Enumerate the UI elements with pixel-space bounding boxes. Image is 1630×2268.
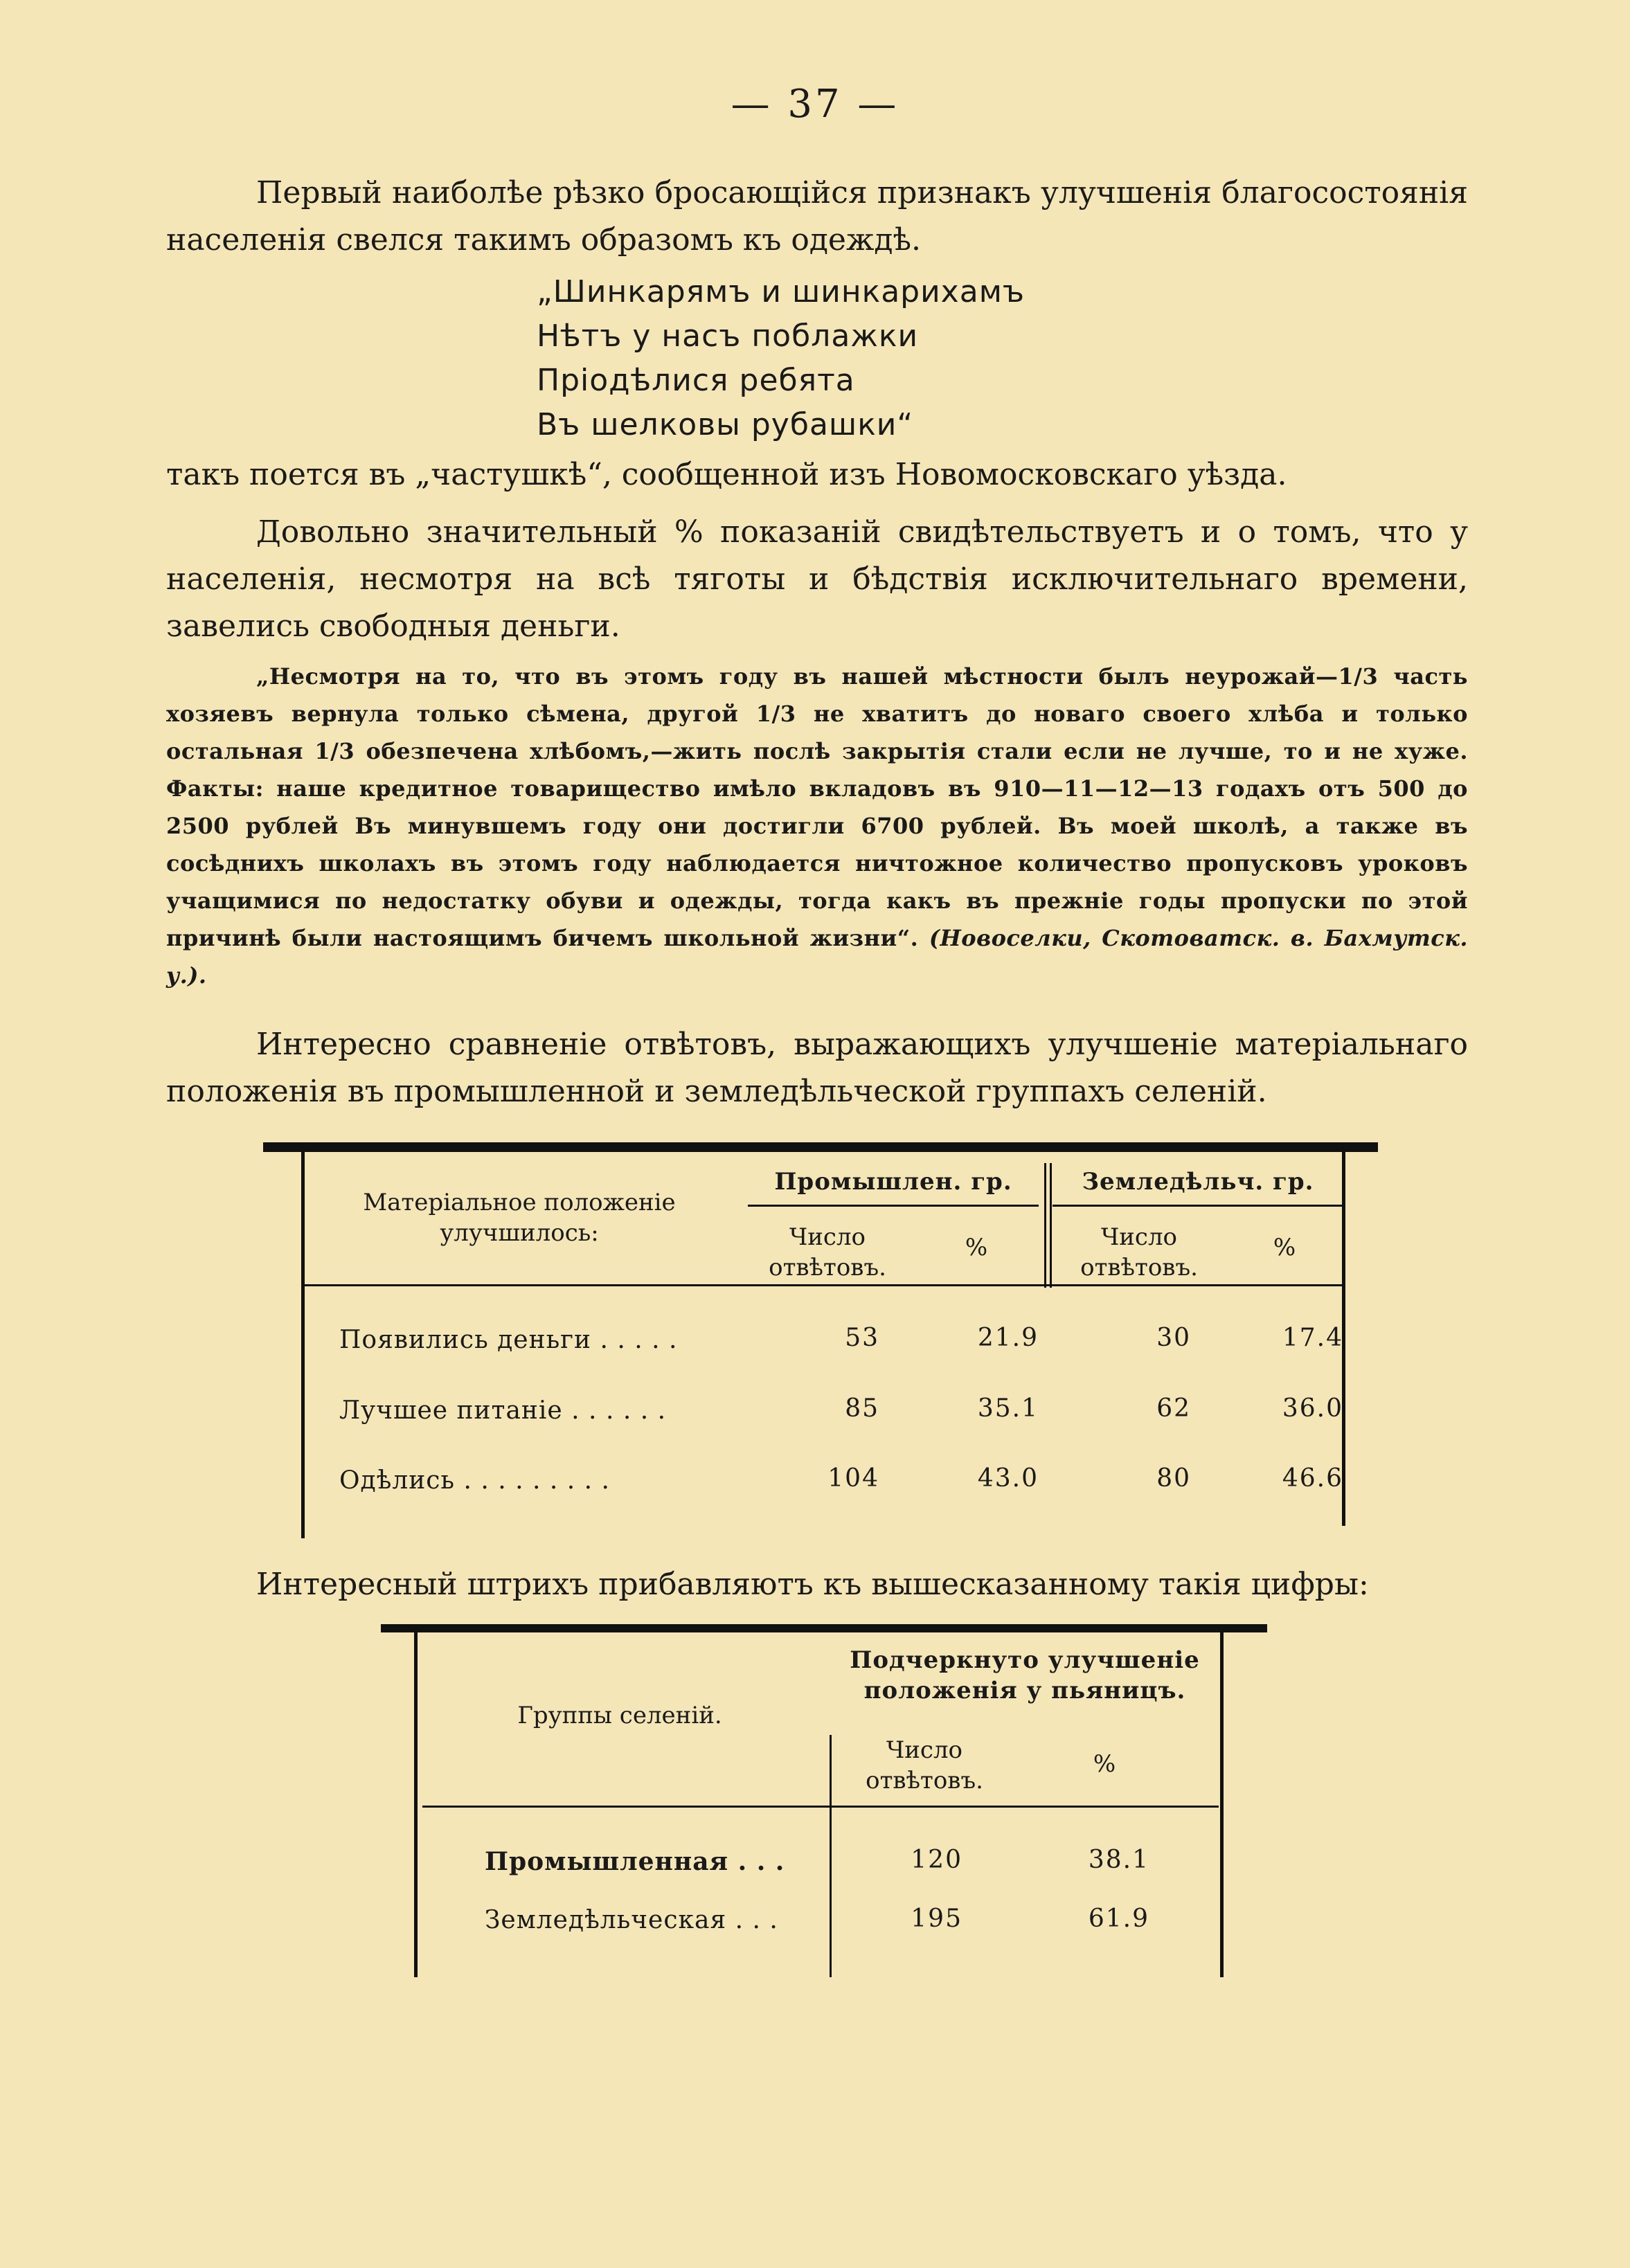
verse-line: „Шинкарямъ и шинкарихамъ [537,274,1025,309]
column-divider [1050,1163,1052,1288]
column-group-header: Подчеркнуто улучшеніе положенія у пьяницъ. [850,1646,1200,1704]
verse-line: Нѣтъ у насъ поблажки [537,318,919,354]
column-group-agricultural: Земледѣльч. гр. [1082,1168,1314,1196]
group-underline [748,1205,1039,1207]
header-rule [305,1284,1343,1286]
cell-count: 53 [845,1324,879,1352]
table-right-border [1220,1632,1224,1977]
column-header-count: Число отвѣтовъ. [1080,1223,1198,1281]
cell-count: 85 [845,1394,879,1423]
paragraph-3: Довольно значительный % показаній свидѣтельствуетъ и о томъ, что у населенія, несмотря на всѣ тяготы и бѣдствія исключительнаго времени, завелись свободныя деньги. [166,514,1468,644]
column-divider [1044,1163,1046,1288]
cell-count: 62 [1156,1394,1191,1423]
verse-line: Въ шелковы рубашки“ [537,407,914,442]
table-row-label: Промышленная . . . [485,1847,785,1876]
paragraph-2: такъ поется въ „частушкѣ“, сообщенной изъ Новомосковскаго уѣзда. [166,457,1287,492]
column-header-pct: % [1273,1234,1296,1261]
cell-pct: 43.0 [977,1464,1039,1493]
paragraph-1: Первый наиболѣе рѣзко бросающійся признакъ улучшенія благосостоянія населенія свелся такимъ образомъ къ одеждѣ. [166,175,1468,258]
paragraph-4: Интересно сравненіе отвѣтовъ, выражающихъ улучшеніе матеріальнаго положенія въ промышленной и земледѣльческой группахъ селеній. [166,1027,1468,1109]
column-header-count: Число отвѣтовъ. [866,1736,983,1794]
cell-count: 120 [911,1846,962,1874]
cell-count: 30 [1156,1324,1191,1352]
page-number: — 37 — [731,82,899,127]
table-drunkards [381,1624,1267,1977]
column-header-pct: % [1093,1750,1116,1778]
table-top-rule [381,1624,1267,1632]
cell-pct: 36.0 [1282,1394,1343,1423]
group-underline [1053,1205,1343,1207]
verse-line: Пріодѣлися ребята [537,363,855,398]
table-row-label: Лучшее питаніе . . . . . . [339,1396,667,1425]
cell-pct: 38.1 [1088,1846,1149,1874]
cell-pct: 17.4 [1282,1324,1343,1352]
cell-count: 80 [1156,1464,1191,1493]
paragraph-5: Интересный штрихъ прибавляютъ къ вышесказанному такія цифры: [256,1567,1369,1602]
cell-pct: 35.1 [977,1394,1039,1423]
cell-count: 195 [911,1905,962,1933]
column-header-pct: % [965,1234,988,1261]
table-row-label: Земледѣльческая . . . [485,1906,778,1934]
cell-pct: 21.9 [977,1324,1039,1352]
column-header-label: Группы селеній. [517,1702,722,1729]
table-top-rule [263,1142,1378,1152]
quotation [166,658,1468,994]
table-row-label: Появились деньги . . . . . [339,1326,678,1354]
cell-count: 104 [827,1464,879,1493]
table-left-border [414,1632,418,1977]
cell-pct: 61.9 [1088,1905,1149,1933]
cell-pct: 46.6 [1282,1464,1343,1493]
column-group-industrial: Промышлен. гр. [774,1168,1012,1196]
quote-source: (Новоселки, Скотоватск. в. Бахмутск. у.). [166,925,1469,989]
verse-block [537,270,1025,447]
column-header-count: Число отвѣтовъ. [769,1223,886,1281]
column-divider [830,1735,832,1977]
table-row-label: Одѣлись . . . . . . . . . [339,1466,610,1495]
header-rule [422,1806,1219,1808]
quote-text: „Несмотря на то, что въ этомъ году въ нашей мѣстности былъ неурожай—1/3 часть хозяевъ вернула только сѣмена, другой 1/3 не хватитъ до новаго своего хлѣба и только остальная 1/3 обезпечена хлѣбомъ,—жить послѣ закрытія стали если не лучше, то и не хуже. Факты: наше кредитное товарищество имѣло вкладовъ въ 910—11—12—13 годахъ отъ 500 до 2500 рублей Въ минувшемъ году они достигли 6700 рублей. Въ моей школѣ, а также въ сосѣднихъ школахъ въ этомъ году наблюдается ничтожное количество пропусковъ уроковъ учащимися по недостатку обуви и одежды, тогда какъ въ прежніе годы пропуски по этой причинѣ были настоящимъ бичемъ школьной жизни“. [166,663,1468,951]
column-header-label: Матеріальное положеніе улучшилось: [363,1189,676,1247]
table-material-position [263,1142,1378,1538]
